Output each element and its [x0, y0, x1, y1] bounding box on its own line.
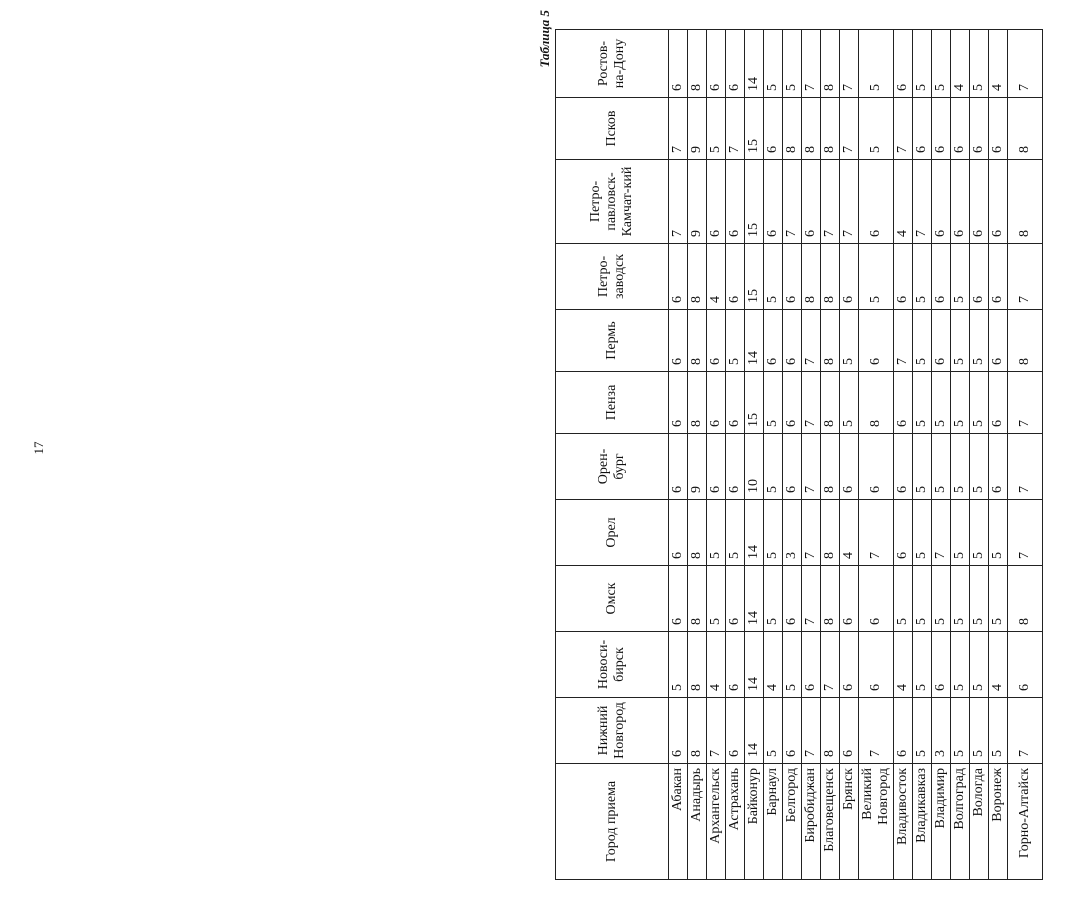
value-cell: 5: [970, 632, 989, 698]
value-cell: 3: [783, 500, 802, 566]
value-cell: 8: [821, 244, 840, 310]
value-cell: 8: [821, 372, 840, 434]
value-cell: 9: [688, 434, 707, 500]
value-cell: 5: [859, 98, 894, 160]
value-cell: 6: [913, 98, 932, 160]
value-cell: 6: [726, 30, 745, 98]
value-cell: 8: [688, 698, 707, 764]
value-cell: 6: [989, 372, 1008, 434]
city-cell: Брянск: [840, 764, 859, 880]
table-row: [707, 30, 726, 880]
value-cell: 6: [840, 244, 859, 310]
table-row: [745, 30, 764, 880]
value-cell: 6: [932, 310, 951, 372]
city-cell: Воронеж: [989, 764, 1008, 880]
city-cell: Владимир: [932, 764, 951, 880]
value-cell: 7: [802, 434, 821, 500]
data-table: [555, 29, 1043, 880]
value-cell: 6: [707, 310, 726, 372]
value-cell: 5: [764, 698, 783, 764]
table-row: [913, 30, 932, 880]
value-cell: 7: [1008, 500, 1043, 566]
value-cell: 3: [932, 698, 951, 764]
value-cell: 6: [989, 434, 1008, 500]
value-cell: 5: [913, 698, 932, 764]
value-cell: 6: [783, 372, 802, 434]
value-cell: 6: [894, 500, 913, 566]
value-cell: 6: [669, 434, 688, 500]
value-cell: 5: [764, 244, 783, 310]
value-cell: 5: [913, 434, 932, 500]
value-cell: 5: [970, 310, 989, 372]
value-cell: 4: [840, 500, 859, 566]
table-body: [669, 30, 1043, 880]
column-header: Псков: [556, 98, 669, 160]
value-cell: 6: [1008, 632, 1043, 698]
value-cell: 6: [859, 566, 894, 632]
value-cell: 4: [951, 30, 970, 98]
value-cell: 5: [989, 566, 1008, 632]
value-cell: 6: [783, 310, 802, 372]
value-cell: 6: [669, 310, 688, 372]
city-cell: Вологда: [970, 764, 989, 880]
value-cell: 7: [726, 98, 745, 160]
value-cell: 7: [1008, 434, 1043, 500]
value-cell: 5: [764, 372, 783, 434]
city-cell: Великий Новгород: [859, 764, 894, 880]
value-cell: 8: [688, 500, 707, 566]
value-cell: 8: [821, 98, 840, 160]
value-cell: 14: [745, 632, 764, 698]
value-cell: 7: [894, 310, 913, 372]
value-cell: 7: [669, 160, 688, 244]
table-row: [783, 30, 802, 880]
city-cell: Волгоград: [951, 764, 970, 880]
value-cell: 6: [764, 98, 783, 160]
value-cell: 6: [894, 30, 913, 98]
value-cell: 7: [859, 500, 894, 566]
value-cell: 14: [745, 310, 764, 372]
value-cell: 6: [669, 698, 688, 764]
value-cell: 8: [859, 372, 894, 434]
value-cell: 6: [932, 98, 951, 160]
value-cell: 5: [970, 30, 989, 98]
column-header: Орел: [556, 500, 669, 566]
value-cell: 8: [802, 98, 821, 160]
value-cell: 8: [802, 244, 821, 310]
value-cell: 4: [707, 632, 726, 698]
value-cell: 5: [970, 372, 989, 434]
value-cell: 6: [932, 632, 951, 698]
value-cell: 15: [745, 244, 764, 310]
value-cell: 6: [970, 160, 989, 244]
value-cell: 5: [970, 698, 989, 764]
value-cell: 4: [989, 632, 1008, 698]
value-cell: 8: [688, 30, 707, 98]
value-cell: 6: [707, 372, 726, 434]
value-cell: 6: [989, 160, 1008, 244]
table-row: [859, 30, 894, 880]
table-row: [989, 30, 1008, 880]
value-cell: 6: [669, 30, 688, 98]
city-cell: Барнаул: [764, 764, 783, 880]
value-cell: 6: [859, 434, 894, 500]
value-cell: 6: [783, 698, 802, 764]
value-cell: 7: [840, 98, 859, 160]
column-header: Орен-бург: [556, 434, 669, 500]
value-cell: 5: [951, 434, 970, 500]
value-cell: 5: [951, 632, 970, 698]
column-header: Петро-заводск: [556, 244, 669, 310]
value-cell: 6: [783, 244, 802, 310]
city-cell: Владивосток: [894, 764, 913, 880]
value-cell: 5: [913, 244, 932, 310]
value-cell: 9: [688, 160, 707, 244]
table-row: [726, 30, 745, 880]
value-cell: 6: [707, 434, 726, 500]
table-row: [894, 30, 913, 880]
page-number: 17: [31, 441, 46, 455]
value-cell: 6: [783, 434, 802, 500]
value-cell: 7: [859, 698, 894, 764]
table-row: [840, 30, 859, 880]
value-cell: 4: [894, 632, 913, 698]
value-cell: 6: [989, 244, 1008, 310]
value-cell: 8: [821, 566, 840, 632]
value-cell: 7: [1008, 698, 1043, 764]
value-cell: 7: [1008, 372, 1043, 434]
value-cell: 7: [840, 30, 859, 98]
value-cell: 5: [859, 30, 894, 98]
value-cell: 9: [688, 98, 707, 160]
value-cell: 7: [894, 98, 913, 160]
value-cell: 6: [726, 244, 745, 310]
column-header: Петро-павловск-Камчат-кий: [556, 160, 669, 244]
value-cell: 8: [688, 632, 707, 698]
value-cell: 4: [989, 30, 1008, 98]
value-cell: 7: [821, 632, 840, 698]
value-cell: 5: [894, 566, 913, 632]
city-cell: Благовещенск: [821, 764, 840, 880]
value-cell: 5: [764, 30, 783, 98]
value-cell: 6: [840, 434, 859, 500]
value-cell: 5: [989, 500, 1008, 566]
city-cell: Горно-Алтайск: [1008, 764, 1043, 880]
value-cell: 5: [764, 566, 783, 632]
value-cell: 10: [745, 434, 764, 500]
table-row: [669, 30, 688, 880]
value-cell: 5: [783, 30, 802, 98]
value-cell: 7: [802, 566, 821, 632]
column-header: Нижний Новгород: [556, 698, 669, 764]
value-cell: 5: [970, 500, 989, 566]
value-cell: 6: [669, 566, 688, 632]
city-cell: Абакан: [669, 764, 688, 880]
value-cell: 5: [932, 566, 951, 632]
value-cell: 5: [913, 566, 932, 632]
value-cell: 6: [726, 632, 745, 698]
value-cell: 5: [669, 632, 688, 698]
city-cell: Байконур: [745, 764, 764, 880]
value-cell: 8: [688, 244, 707, 310]
column-header: Ростов-на-Дону: [556, 30, 669, 98]
value-cell: 4: [707, 244, 726, 310]
value-cell: 5: [726, 500, 745, 566]
value-cell: 6: [894, 698, 913, 764]
value-cell: 5: [951, 310, 970, 372]
value-cell: 8: [1008, 566, 1043, 632]
table-row: [821, 30, 840, 880]
value-cell: 5: [764, 500, 783, 566]
table-row: [970, 30, 989, 880]
value-cell: 6: [707, 30, 726, 98]
table-row: [951, 30, 970, 880]
value-cell: 7: [913, 160, 932, 244]
value-cell: 5: [951, 372, 970, 434]
value-cell: 7: [802, 698, 821, 764]
value-cell: 6: [989, 310, 1008, 372]
value-cell: 6: [669, 372, 688, 434]
value-cell: 6: [859, 160, 894, 244]
value-cell: 5: [726, 310, 745, 372]
value-cell: 7: [669, 98, 688, 160]
column-header: Пенза: [556, 372, 669, 434]
value-cell: 5: [913, 500, 932, 566]
value-cell: 5: [951, 500, 970, 566]
value-cell: 5: [783, 632, 802, 698]
value-cell: 5: [764, 434, 783, 500]
value-cell: 5: [913, 30, 932, 98]
table-label: Таблица 5: [537, 10, 552, 68]
value-cell: 5: [913, 372, 932, 434]
value-cell: 7: [840, 160, 859, 244]
city-cell: Анадырь: [688, 764, 707, 880]
value-cell: 8: [821, 310, 840, 372]
value-cell: 5: [970, 566, 989, 632]
value-cell: 6: [989, 98, 1008, 160]
value-cell: 6: [840, 698, 859, 764]
value-cell: 6: [859, 310, 894, 372]
value-cell: 8: [821, 30, 840, 98]
table-row: [932, 30, 951, 880]
value-cell: 5: [707, 98, 726, 160]
value-cell: 7: [802, 372, 821, 434]
value-cell: 6: [894, 372, 913, 434]
value-cell: 5: [913, 310, 932, 372]
city-cell: Архангельск: [707, 764, 726, 880]
value-cell: 5: [840, 310, 859, 372]
value-cell: 5: [932, 372, 951, 434]
value-cell: 15: [745, 372, 764, 434]
value-cell: 6: [764, 160, 783, 244]
value-cell: 7: [783, 160, 802, 244]
city-cell: Биробиджан: [802, 764, 821, 880]
column-header: Омск: [556, 566, 669, 632]
value-cell: 6: [894, 244, 913, 310]
value-cell: 7: [1008, 244, 1043, 310]
column-header: Пермь: [556, 310, 669, 372]
value-cell: 14: [745, 698, 764, 764]
value-cell: 5: [913, 632, 932, 698]
value-cell: 8: [821, 698, 840, 764]
value-cell: 6: [783, 566, 802, 632]
value-cell: 8: [688, 310, 707, 372]
value-cell: 5: [932, 30, 951, 98]
value-cell: 8: [1008, 310, 1043, 372]
value-cell: 6: [951, 98, 970, 160]
value-cell: 6: [840, 632, 859, 698]
value-cell: 5: [707, 500, 726, 566]
value-cell: 6: [707, 160, 726, 244]
table-row: [1008, 30, 1043, 880]
city-cell: Владикавказ: [913, 764, 932, 880]
city-cell: Белгород: [783, 764, 802, 880]
value-cell: 8: [688, 566, 707, 632]
value-cell: 8: [783, 98, 802, 160]
value-cell: 14: [745, 30, 764, 98]
value-cell: 6: [726, 434, 745, 500]
value-cell: 6: [970, 244, 989, 310]
value-cell: 5: [951, 244, 970, 310]
value-cell: 6: [802, 160, 821, 244]
value-cell: 5: [970, 434, 989, 500]
value-cell: 7: [802, 500, 821, 566]
value-cell: 8: [821, 500, 840, 566]
value-cell: 6: [932, 160, 951, 244]
value-cell: 6: [726, 698, 745, 764]
table-row: [688, 30, 707, 880]
value-cell: 6: [894, 434, 913, 500]
value-cell: 14: [745, 500, 764, 566]
table-row: [802, 30, 821, 880]
value-cell: 6: [726, 160, 745, 244]
column-header: Новоси-бирск: [556, 632, 669, 698]
value-cell: 5: [707, 566, 726, 632]
value-cell: 6: [669, 500, 688, 566]
value-cell: 6: [669, 244, 688, 310]
value-cell: 4: [894, 160, 913, 244]
column-header: Город приема: [556, 764, 669, 880]
value-cell: 5: [951, 566, 970, 632]
value-cell: 5: [951, 698, 970, 764]
value-cell: 8: [1008, 98, 1043, 160]
value-cell: 7: [821, 160, 840, 244]
value-cell: 7: [802, 30, 821, 98]
value-cell: 6: [932, 244, 951, 310]
value-cell: 7: [802, 310, 821, 372]
rotated-table-container: [537, 10, 1065, 880]
value-cell: 6: [840, 566, 859, 632]
value-cell: 14: [745, 566, 764, 632]
value-cell: 7: [932, 500, 951, 566]
value-cell: 15: [745, 160, 764, 244]
table-row: [764, 30, 783, 880]
value-cell: 6: [859, 632, 894, 698]
value-cell: 5: [932, 434, 951, 500]
value-cell: 8: [1008, 160, 1043, 244]
value-cell: 6: [951, 160, 970, 244]
value-cell: 6: [764, 310, 783, 372]
value-cell: 7: [707, 698, 726, 764]
value-cell: 5: [989, 698, 1008, 764]
value-cell: 4: [764, 632, 783, 698]
value-cell: 6: [970, 98, 989, 160]
value-cell: 5: [859, 244, 894, 310]
value-cell: 7: [1008, 30, 1043, 98]
value-cell: 8: [821, 434, 840, 500]
value-cell: 6: [726, 566, 745, 632]
value-cell: 6: [802, 632, 821, 698]
value-cell: 8: [688, 372, 707, 434]
header-row: [556, 30, 669, 880]
city-cell: Астрахань: [726, 764, 745, 880]
value-cell: 5: [840, 372, 859, 434]
value-cell: 6: [726, 372, 745, 434]
value-cell: 15: [745, 98, 764, 160]
